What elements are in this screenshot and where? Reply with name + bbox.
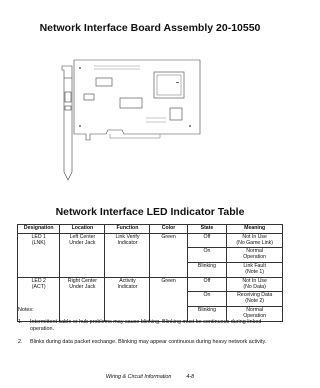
state-cell: Blinking (187, 306, 227, 321)
meaning-cell: Not In Use (No Game Link) (227, 233, 283, 248)
note-item (18, 319, 284, 333)
location-cell: Left Center Under Jack (60, 233, 105, 277)
meaning-cell: Normal Operation (227, 248, 283, 263)
function-cell: Link Verify Indicator (105, 233, 150, 277)
network-board-illustration (50, 48, 250, 188)
meaning-cell: Normal Operation (227, 306, 283, 321)
state-cell: Blinking (187, 263, 227, 278)
table-header-row (18, 225, 283, 234)
column-header: Designation (18, 225, 60, 234)
meaning-cell: Receiving Data (Note 2) (227, 292, 283, 307)
page-footer: Wiring & Circuit Information 4-8 (105, 374, 195, 380)
notes-label: Notes: (18, 307, 34, 313)
function-cell: Activity Indicator (105, 277, 150, 321)
color-cell: Green (150, 277, 187, 321)
note-number: 1. (18, 318, 23, 325)
meaning-cell: Not In Use (No Data) (227, 277, 283, 292)
column-header: State (187, 225, 227, 234)
table-title: Network Interface LED Indicator Table (55, 206, 245, 218)
note-text: Intermittent cable or hub problems may cause blinking. Blinking must be continuous during linked operation. (30, 318, 262, 332)
state-cell: On (187, 292, 227, 307)
state-cell: Off (187, 233, 227, 248)
column-header: Function (105, 225, 150, 234)
column-header: Color (150, 225, 187, 234)
note-item (18, 339, 284, 346)
color-cell: Green (150, 233, 187, 277)
designation-cell: LED 1 (LNK) (18, 233, 60, 277)
note-number: 2. (18, 339, 23, 346)
column-header: Meaning (227, 225, 283, 234)
meaning-cell: Link Fault (Note 1) (227, 263, 283, 278)
notes-section (18, 307, 284, 353)
note-text: Blinks during data packet exchange. Blinking may appear continuous during heavy network activity. (30, 339, 267, 346)
page-title: Network Interface Board Assembly 20-10550 (39, 22, 261, 34)
state-cell: Off (187, 277, 227, 292)
table-row (18, 233, 283, 248)
location-cell: Right Center Under Jack (60, 277, 105, 321)
column-header: Location (60, 225, 105, 234)
designation-cell: LED 2 (ACT) (18, 277, 60, 321)
table-row (18, 277, 283, 292)
state-cell: On (187, 248, 227, 263)
